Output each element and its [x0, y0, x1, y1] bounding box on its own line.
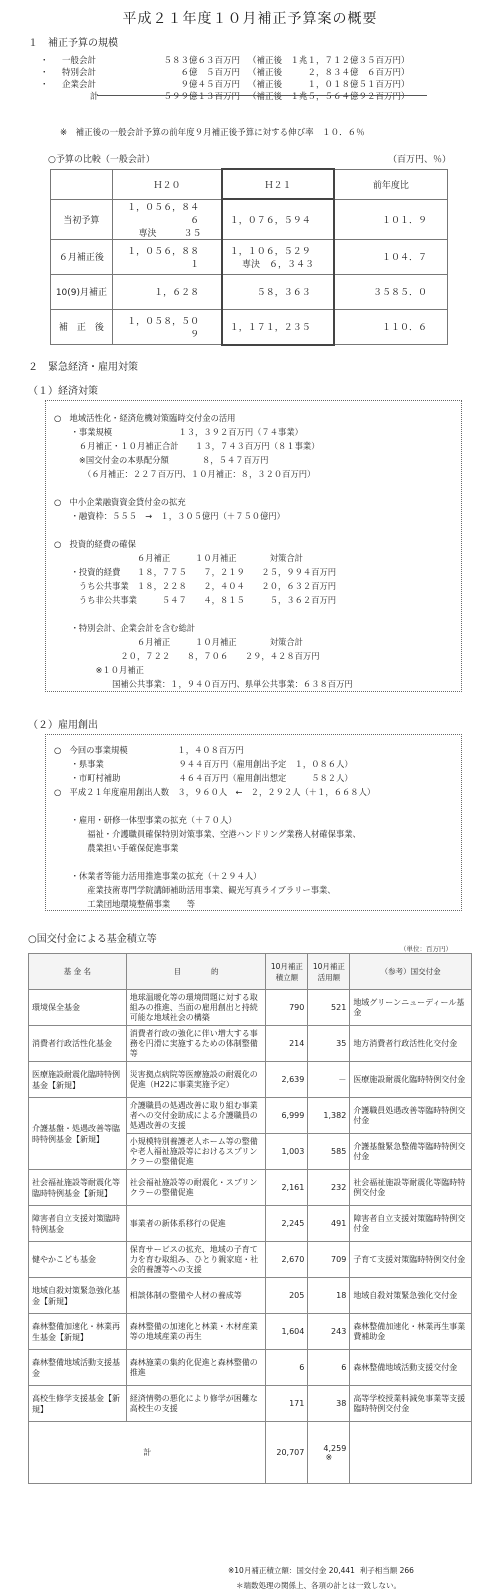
fund-used: 585: [308, 1134, 350, 1170]
fund-name: 消費者行政活性化基金: [29, 1026, 127, 1062]
employment-line: ・雇用・研修一体型事業の拡充（＋７０人）: [54, 815, 237, 825]
economic-measure-line: うち非公共事業 ５４７ ４，８１５ ５，３６２百万円: [54, 595, 337, 605]
economic-measure-line: ○ 地域活性化・経済危機対策臨時交付金の活用: [54, 413, 236, 423]
fund-used: 1,382: [308, 1098, 350, 1134]
fund-name: 森林整備地域活動支援基金: [29, 1350, 127, 1386]
fund-section-heading: ○国交付金による基金積立等: [28, 934, 157, 945]
fund-reference: 医療施設耐震化臨時特例交付金: [350, 1062, 472, 1098]
fund-name: 環境保全基金: [29, 990, 127, 1026]
economic-measure-line: [54, 607, 461, 621]
ratio-cell: １１０．６: [334, 309, 448, 345]
fund-name: 健やかこども基金: [29, 1242, 127, 1278]
row-after: （補正後 １，０１８億５１百万円）: [248, 80, 410, 90]
fund-footnote-1: ※10月補正積立額：国交付金 20,441 利子相当額 266: [228, 1566, 414, 1575]
h21-cell: [222, 274, 334, 309]
employment-box: [45, 734, 462, 911]
row-name: 特別会計: [62, 68, 97, 78]
fund-name: 介護基盤・処遇改善等臨時特例基金【新規】: [29, 1098, 127, 1170]
economic-measure-line: ２０，７２２ ８，７０６ ２９，４２８百万円: [54, 651, 320, 661]
economic-measure-line: ※１０月補正: [54, 665, 144, 675]
fund-amount: 1,003: [266, 1134, 308, 1170]
row-after: （補正後 ２，８３４億 ６百万円）: [248, 68, 410, 78]
comparison-row: [51, 309, 448, 345]
h20-value: １，６２８: [154, 288, 200, 298]
total-used: 4,259: [323, 1443, 347, 1453]
fund-purpose: 災害拠点病院等医療施設の耐震化の促進（H22に事業実施予定）: [126, 1062, 266, 1098]
budget-row: [40, 66, 460, 78]
fund-used: 35: [308, 1026, 350, 1062]
row-value: ５８３億６３百万円: [163, 56, 240, 66]
fund-amount: 214: [266, 1026, 308, 1062]
fund-used: －: [308, 1062, 350, 1098]
fund-reference: 社会福祉施設等耐震化等臨時特例交付金: [350, 1170, 472, 1206]
comparison-table: [50, 168, 448, 346]
row-label: 当初予算: [51, 199, 113, 239]
fund-used: 491: [308, 1206, 350, 1242]
fund-amount: 6: [266, 1350, 308, 1386]
economic-measure-line: [54, 523, 461, 537]
row-after: （補正後 １兆１，７１２億３５百万円）: [248, 56, 410, 66]
header-cell: 目 的: [126, 954, 266, 990]
fund-purpose: 保育サービスの拡充、地域の子育て力を育む取組み、ひとり親家庭・社会的養護等への支援: [126, 1242, 266, 1278]
fund-row: [29, 1386, 472, 1422]
comparison-title: ○予算の比較（一般会計）: [48, 155, 155, 165]
section1-heading: １ 補正予算の規模: [28, 38, 118, 49]
employment-line: 福祉・介護職員確保特別対策事業、空港ハンドリング業務人材確保事業、: [54, 829, 361, 839]
fund-used: 6: [308, 1350, 350, 1386]
row-label: 補 正 後: [51, 309, 113, 345]
fund-unit: （単位：百万円）: [400, 945, 452, 953]
row-bullet: ・: [40, 68, 49, 78]
h20-cell: [112, 239, 222, 274]
ratio-cell: １０１．９: [334, 199, 448, 239]
row-name: 一般会計: [62, 56, 97, 66]
h21-value: ５８，３６３: [256, 288, 311, 298]
economic-measure-line: ・融資枠：５５５ → １，３０５億円（＋７５０億円）: [54, 511, 285, 521]
employment-line: [54, 855, 461, 869]
budget-row: [40, 90, 460, 102]
h20-value: １，０５８，５０９: [127, 316, 200, 340]
economic-measures-box: [45, 400, 462, 692]
fund-purpose: 森林整備の加速化と林業・木材産業等の地域産業の再生: [126, 1314, 266, 1350]
fund-reference: 地域グリーンニューディール基金: [350, 990, 472, 1026]
ratio-cell: ３５８５．０: [334, 274, 448, 309]
employment-heading: （２）雇用創出: [28, 720, 98, 731]
ratio-cell: １０４．７: [334, 239, 448, 274]
fund-row: [29, 990, 472, 1026]
header-cell: 10月補正活用額: [308, 954, 350, 990]
fund-reference: 森林整備地域活動支援交付金: [350, 1350, 472, 1386]
employment-line: 工業団地環境整備事業 等: [54, 899, 196, 909]
fund-used: 232: [308, 1170, 350, 1206]
h21-value: １，１０６，５２９: [229, 246, 311, 257]
fund-amount: 2,245: [266, 1206, 308, 1242]
fund-amount: 2,161: [266, 1170, 308, 1206]
comparison-unit: （百万円、％）: [388, 155, 452, 165]
h20-sub: 専決 ３５: [138, 228, 202, 239]
growth-note: ※ 補正後の一般会計予算の前年度９月補正後予算に対する伸び率 １０．６％: [60, 128, 365, 138]
fund-row: [29, 1098, 472, 1134]
fund-amount: 1,604: [266, 1314, 308, 1350]
comparison-row: [51, 274, 448, 309]
fund-used: 709: [308, 1242, 350, 1278]
employment-line: [54, 799, 461, 813]
fund-purpose: 消費者行政の強化に伴い増大する事務を円滑に実施するための体制整備等: [126, 1026, 266, 1062]
fund-table: [28, 953, 472, 1484]
row-label: 10(9)月補正: [51, 274, 113, 309]
economic-measure-line: ○ 中小企業融資資金貸付金の拡充: [54, 497, 186, 507]
fund-reference: 地域自殺対策緊急強化交付金: [350, 1278, 472, 1314]
fund-purpose: 相談体制の整備や人材の養成等: [126, 1278, 266, 1314]
fund-footnote-2: ＊端数処理の関係上、各項の計とは一致しない。: [236, 1581, 401, 1590]
fund-purpose: 介護職員の処遇改善に取り組む事業者への交付金助成による介護職員の処遇改善の支援: [126, 1098, 266, 1134]
fund-reference: 地方消費者行政活性化交付金: [350, 1026, 472, 1062]
row-value: ９億４５百万円: [180, 80, 240, 90]
h21-value: １，０７６，５９４: [229, 215, 311, 226]
fund-total-row: [29, 1422, 472, 1484]
total-used-cell: [308, 1422, 350, 1484]
budget-row: [40, 78, 460, 90]
comparison-row: [51, 239, 448, 274]
fund-reference: 森林整備加速化・林業再生事業費補助金: [350, 1314, 472, 1350]
fund-row: [29, 1170, 472, 1206]
fund-amount: 790: [266, 990, 308, 1026]
header-cell: [51, 169, 113, 199]
fund-reference: 障害者自立支援対策臨時特例交付金: [350, 1206, 472, 1242]
h20-cell: [112, 274, 222, 309]
h20-cell: [112, 309, 222, 345]
fund-row: [29, 1242, 472, 1278]
fund-amount: 171: [266, 1386, 308, 1422]
section2-heading: ２ 緊急経済・雇用対策: [28, 362, 138, 373]
total-label: 計: [29, 1422, 266, 1484]
total-underline: [97, 95, 427, 96]
header-cell: 前年度比: [334, 169, 448, 199]
fund-purpose: 地球温暖化等の環境問題に対する取組みの推進、当面の雇用創出と持続可能な地域社会の構築: [126, 990, 266, 1026]
economic-measures-heading: （１）経済対策: [28, 386, 98, 397]
fund-name: 障害者自立支援対策臨時特例基金: [29, 1206, 127, 1242]
row-name: 企業会計: [62, 80, 97, 90]
fund-row: [29, 1314, 472, 1350]
fund-name: 医療施設耐震化臨時特例基金【新規】: [29, 1062, 127, 1098]
h21-cell: [222, 199, 334, 239]
fund-used: 243: [308, 1314, 350, 1350]
economic-measure-line: [54, 481, 461, 495]
economic-measure-line: ６月補正・１０月補正合計 １３，７４３百万円（８１事業）: [54, 441, 320, 451]
economic-measure-line: ・投資的経費 １８，７７５ ７，２１９ ２５，９９４百万円: [54, 567, 337, 577]
total-mark: ※: [325, 1452, 333, 1462]
fund-used: 521: [308, 990, 350, 1026]
h21-sub: 専決 ６，３４３: [241, 259, 314, 270]
fund-amount: 6,999: [266, 1098, 308, 1134]
page-title: 平成２１年度１０月補正予算案の概要: [122, 11, 378, 27]
employment-line: 農業担い手確保促進事業: [54, 843, 179, 853]
economic-measure-line: ６月補正 １０月補正 対策合計: [54, 553, 303, 563]
fund-amount: 2,670: [266, 1242, 308, 1278]
row-bullet: ・: [40, 56, 49, 66]
fund-reference: 介護基盤緊急整備等臨時特例交付金: [350, 1134, 472, 1170]
h21-value: １，１７１，２３５: [229, 323, 311, 333]
employment-line: ・市町村補助 ４６４百万円（雇用創出想定 ５８２人）: [54, 773, 353, 783]
economic-measure-line: ・事業規模 １３，３９２百万円（７４事業）: [54, 427, 303, 437]
h20-cell: [112, 199, 222, 239]
fund-amount: 205: [266, 1278, 308, 1314]
fund-name: 社会福祉施設等耐震化等臨時特例基金【新規】: [29, 1170, 127, 1206]
fund-purpose: 事業者の新体系移行の促進: [126, 1206, 266, 1242]
economic-measure-line: うち公共事業 １８，２２８ ２，４０４ ２０，６３２百万円: [54, 581, 337, 591]
h20-value: １，０５６，８８１: [127, 246, 200, 270]
employment-line: ・県事業 ９４４百万円（雇用創出予定 １，０８６人）: [54, 759, 353, 769]
employment-line: ○ 平成２１年度雇用創出人数 ３，９６０人 ← ２，２９２人（＋１，６６８人）: [54, 787, 376, 797]
economic-measure-line: （６月補正：２２７百万円、１０月補正：８，３２０百万円）: [54, 469, 316, 479]
h21-cell: [222, 239, 334, 274]
h20-value: １，０５６，８４６: [127, 202, 200, 226]
header-cell: Ｈ２１: [222, 169, 334, 199]
economic-measure-line: ６月補正 １０月補正 対策合計: [54, 637, 303, 647]
header-cell: （参考）国交付金: [350, 954, 472, 990]
row-value: ６億 ５百万円: [180, 68, 240, 78]
total-amount: 20,707: [266, 1422, 308, 1484]
fund-purpose: 経済情勢の悪化により修学が困難な高校生の支援: [126, 1386, 266, 1422]
fund-reference: 高等学校授業料減免事業等支援臨時特例交付金: [350, 1386, 472, 1422]
fund-amount: 2,639: [266, 1062, 308, 1098]
employment-line: 産業技術専門学院講師補助活用事業、観光写真ライブラリー事業、: [54, 885, 336, 895]
h21-cell: [222, 309, 334, 345]
fund-used: 18: [308, 1278, 350, 1314]
fund-name: 森林整備加速化・林業再生基金【新規】: [29, 1314, 127, 1350]
fund-row: [29, 1278, 472, 1314]
row-bullet: ・: [40, 80, 49, 90]
fund-purpose: 社会福祉施設等の耐震化・スプリンクラーの整備促進: [126, 1170, 266, 1206]
fund-used: 38: [308, 1386, 350, 1422]
economic-measure-line: ○ 投資的経費の確保: [54, 539, 136, 549]
header-cell: 基 金 名: [29, 954, 127, 990]
economic-measure-line: 国補公共事業：１，９４０百万円、県単公共事業：６３８百万円: [54, 679, 353, 689]
header-cell: Ｈ２０: [112, 169, 222, 199]
header-cell: 10月補正積立額: [266, 954, 308, 990]
row-value: ５９９億１３百万円: [163, 92, 240, 102]
budget-row: [40, 54, 460, 66]
fund-name: 地域自殺対策緊急強化基金【新規】: [29, 1278, 127, 1314]
row-after: （補正後 １兆５，５６４億９２百万円）: [248, 92, 410, 102]
employment-line: ○ 今回の事業規模 １，４０８百万円: [54, 745, 244, 755]
comparison-row: [51, 199, 448, 239]
row-name: 計: [90, 92, 99, 102]
row-label: ６月補正後: [51, 239, 113, 274]
fund-reference: 介護職員処遇改善等臨時特例交付金: [350, 1098, 472, 1134]
employment-line: ・休業者等能力活用推進事業の拡充（＋２９４人）: [54, 871, 262, 881]
fund-purpose: 小規模特別養護老人ホーム等の整備や老人福祉施設等におけるスプリンクラーの整備促進: [126, 1134, 266, 1170]
economic-measure-line: ※国交付金の本県配分額 ８，５４７百万円: [54, 455, 269, 465]
fund-reference: 子育て支援対策臨時特例交付金: [350, 1242, 472, 1278]
fund-row: [29, 1206, 472, 1242]
fund-name: 高校生修学支援基金【新規】: [29, 1386, 127, 1422]
fund-purpose: 森林施業の集約化促進と森林整備の推進: [126, 1350, 266, 1386]
fund-row: [29, 1026, 472, 1062]
economic-measure-line: ・特別会計、企業会計を含む総計: [54, 623, 196, 633]
fund-row: [29, 1062, 472, 1098]
fund-row: [29, 1350, 472, 1386]
total-reference-empty: [350, 1422, 472, 1484]
